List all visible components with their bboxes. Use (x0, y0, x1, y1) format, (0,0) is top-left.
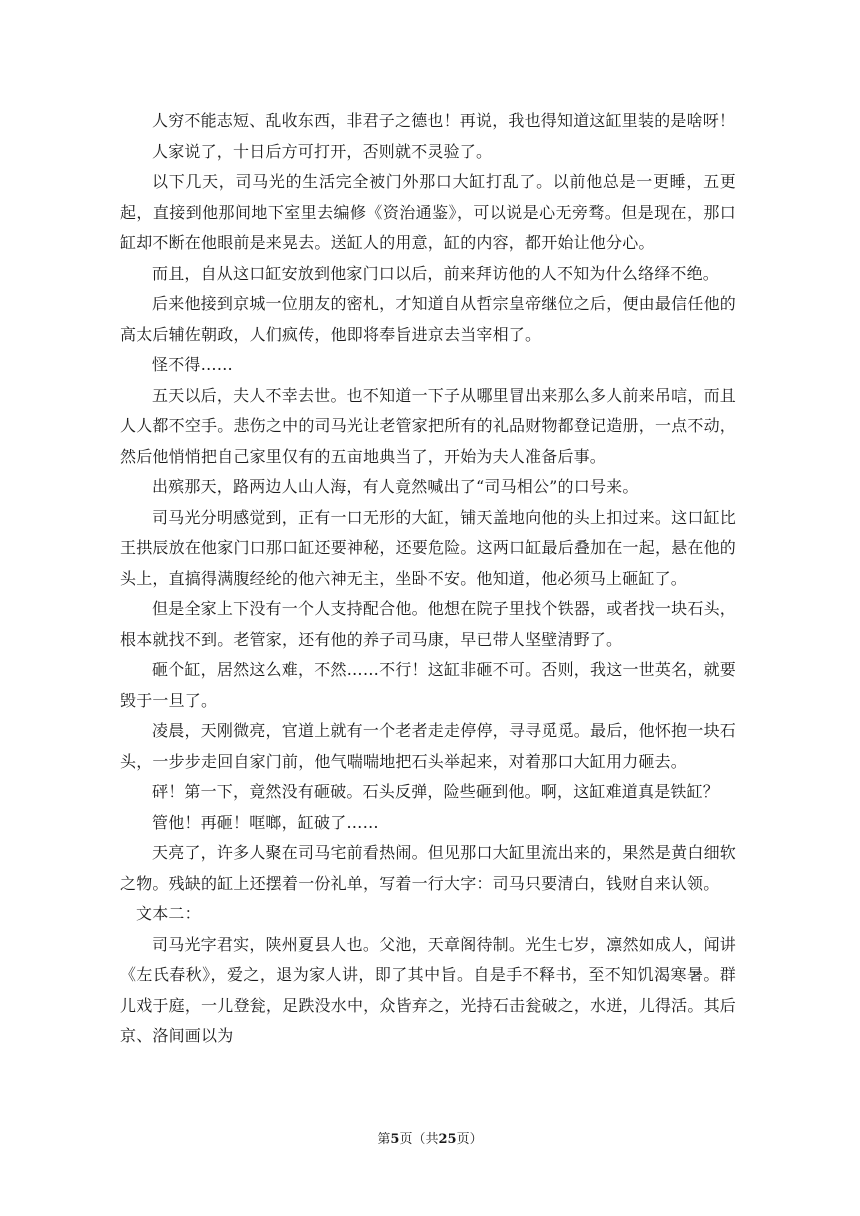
section-paragraph: 司马光字君实，陕州夏县人也。父池，天章阁待制。光生七岁，凛然如成人，闻讲《左氏春秋》，爱之，退为家人讲，即了其中旨。自是手不释书，至不知饥渴寒暑。群儿戏于庭，一儿登瓮，足跌没水中，众皆弃之，光持石击瓮破之，水迸，儿得活。其后京、洛间画以为 (120, 934, 736, 1045)
paragraph: 但是全家上下没有一个人支持配合他。他想在院子里找个铁器，或者找一块石头，根本就找不到。老管家，还有他的养子司马康，早已带人坚壁清野了。 (120, 599, 736, 649)
paragraph: 怪不得…… (152, 355, 234, 374)
paragraph: 砸个缸，居然这么难，不然……不行！这缸非砸不可。否则，我这一世英名，就要毁于一旦了。 (120, 660, 736, 710)
paragraph: 出殡那天，路两边人山人海，有人竟然喊出了“司马相公”的口号来。 (152, 477, 639, 496)
footer-suffix: 页） (456, 1132, 483, 1147)
paragraph: 后来他接到京城一位朋友的密札，才知道自从哲宗皇帝继位之后，便由最信任他的高太后辅佐朝政，人们疯传，他即将奉旨进京去当宰相了。 (120, 294, 736, 344)
section-heading: 文本二： (136, 904, 201, 923)
current-page-number: 5 (390, 1132, 400, 1147)
paragraph: 司马光分明感觉到，正有一口无形的大缸，铺天盖地向他的头上扣过来。这口缸比王拱辰放在他家门口那口缸还要神秘，还要危险。这两口缸最后叠加在一起，悬在他的头上，直搞得满腹经纶的他六神无主，坐卧不安。他知道，他必须马上砸缸了。 (120, 507, 736, 588)
footer-prefix: 第 (377, 1132, 391, 1147)
page-footer (0, 1128, 860, 1147)
paragraph: 天亮了，许多人聚在司马宅前看热闹。但见那口大缸里流出来的，果然是黄白细软之物。残缺的缸上还摆着一份礼单，写着一行大字：司马只要清白，钱财自来认领。 (120, 843, 736, 893)
paragraph: 砰！第一下，竟然没有砸破。石头反弹，险些砸到他。啊，这缸难道真是铁缸？ (152, 782, 720, 801)
paragraph: 人穷不能志短、乱收东西，非君子之德也！再说，我也得知道这缸里装的是啥呀！ (152, 111, 736, 130)
paragraph: 以下几天，司马光的生活完全被门外那口大缸打乱了。以前他总是一更睡，五更起，直接到他那间地下室里去编修《资治通鉴》，可以说是心无旁骛。但是现在，那口缸却不断在他眼前是来晃去。送缸人的用意，缸的内容，都开始让他分心。 (120, 172, 736, 252)
total-page-number: 25 (438, 1132, 457, 1147)
paragraph: 而且，自从这口缸安放到他家门口以后，前来拜访他的人不知为什么络绎不绝。 (152, 263, 720, 283)
footer-middle: 页（共 (399, 1132, 439, 1147)
paragraph: 凌晨，天刚微亮，官道上就有一个老者走走停停，寻寻觅觅。最后，他怀抱一块石头，一步步走回自家门前，他气喘喘地把石头举起来，对着那口大缸用力砸去。 (120, 721, 736, 771)
paragraph: 五天以后，夫人不幸去世。也不知道一下子从哪里冒出来那么多人前来吊唁，而且人人都不空手。悲伤之中的司马光让老管家把所有的礼品财物都登记造册，一点不动，然后他悄悄把自己家里仅有的五亩地典当了，开始为夫人准备后事。 (120, 385, 736, 466)
document-body (120, 106, 736, 1052)
paragraph: 人家说了，十日后方可打开，否则就不灵验了。 (152, 141, 493, 161)
paragraph: 管他！再砸！哐啷，缸破了…… (152, 812, 379, 832)
